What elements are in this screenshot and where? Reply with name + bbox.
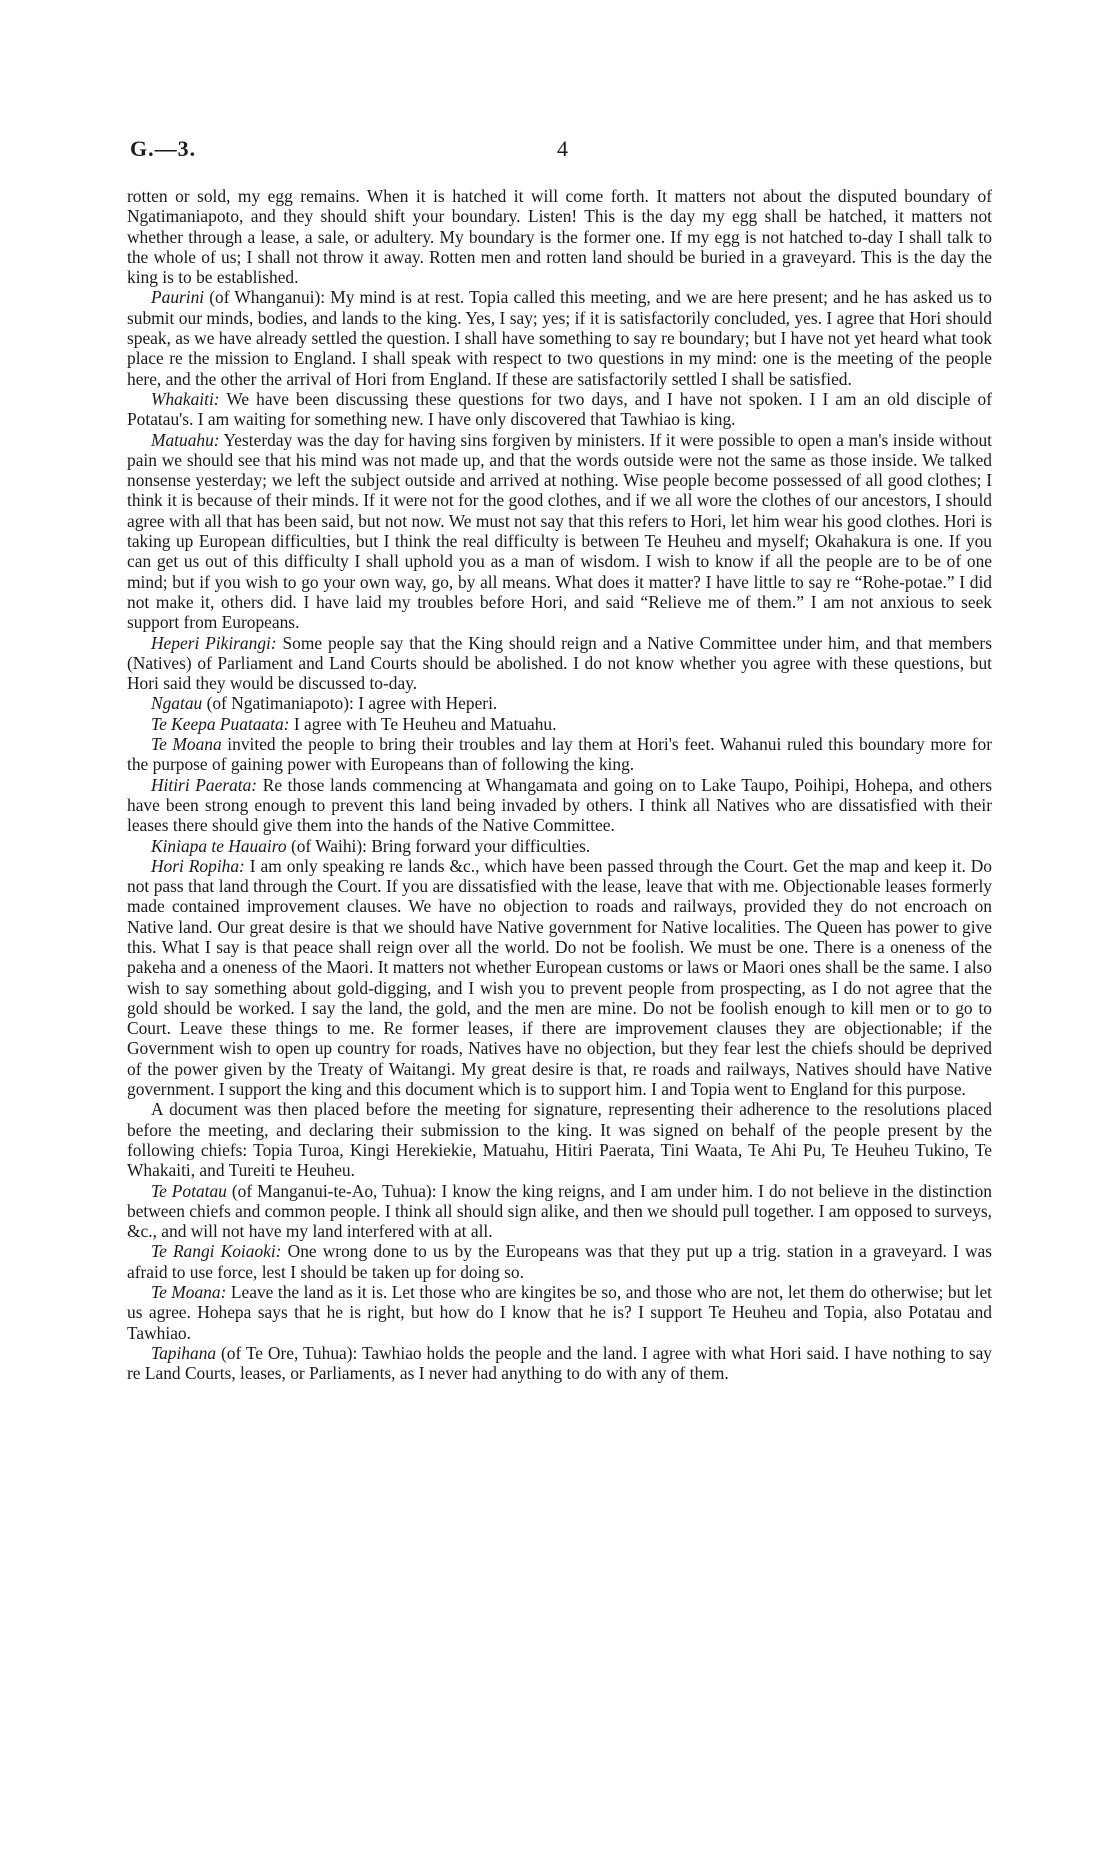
- speaker-name: Te Rangi Koiaoki:: [151, 1241, 282, 1262]
- speaker-name: Te Moana:: [151, 1282, 227, 1303]
- speaker-name: Te Potatau: [151, 1180, 227, 1201]
- paragraph-text: I agree with Te Heuheu and Matuahu.: [289, 713, 557, 734]
- body-text: [127, 186, 992, 1384]
- paragraph-text: Some people say that the King should reign and a Native Committee under him, and that members (Natives) of Parliament and Land Courts should be abolished. I do not know whether you agree with these questions, but Hori said they would be discussed to-day.: [127, 632, 992, 694]
- paragraph-text: One wrong done to us by the Europeans was that they put up a trig. station in a graveyard. I was afraid to use force, lest I should be taken up for doing so.: [127, 1241, 992, 1282]
- speaker-name: Te Keepa Puataata:: [151, 713, 290, 734]
- page-header: [130, 136, 988, 166]
- paragraph: [127, 836, 992, 856]
- paragraph-text: (of Manganui-te-Ao, Tuhua): I know the king reigns, and I am under him. I do not believe in the distinction between chiefs and common people. I think all should sign alike, and then we should pull together. I am opposed to surveys, &c., and will not have my land interfered with at all.: [127, 1180, 993, 1242]
- speaker-name: Matuahu:: [151, 429, 220, 450]
- paragraph: [127, 1181, 992, 1242]
- paragraph-text: A document was then placed before the meeting for signature, representing their adherence to the resolutions placed before the meeting, and declaring their submission to the king. It was signed on behalf of the people present by the following chiefs: Topia Turoa, Kingi Herekiekie, Matuahu, Hitiri Paerata, Tini Waata, Te Ahi Pu, Te Heuheu Tukino, Te Whakaiti, and Tureiti te Heuheu.: [127, 1099, 992, 1181]
- paragraph: [127, 1282, 992, 1343]
- paragraph: [127, 287, 992, 388]
- speaker-name: Te Moana: [151, 734, 222, 755]
- paragraph-text: invited the people to bring their troubles and lay them at Hori's feet. Wahanui ruled this boundary more for the purpose of gaining power with Europeans than of following the king.: [127, 734, 992, 775]
- paragraph: [127, 734, 992, 775]
- paragraph: [127, 1099, 992, 1180]
- paragraph: [127, 389, 992, 430]
- paragraph: [127, 186, 992, 287]
- speaker-name: Hori Ropiha:: [151, 855, 245, 876]
- paragraph: [127, 430, 992, 633]
- paragraph: [127, 633, 992, 694]
- speaker-name: Ngatau: [151, 693, 203, 714]
- paragraph-text: Yesterday was the day for having sins forgiven by ministers. If it were possible to open a man's inside without pain we should see that his mind was not made up, and that the words outside were not the same as those inside. We talked nonsense yesterday; we left the subject outside and arrived at nothing. Wise people become possessed of all good clothes; I think it is because of their minds. If it were not for the good clothes, and if we all wore the clothes of our ancestors, I should agree with all that has been said, but not now. We must not say that this refers to Hori, let him wear his good clothes. Hori is taking up European difficulties, but I think the real difficulty is between Te Heuheu and myself; Okahakura is one. If you can get us out of this difficulty I shall uphold you as a man of wisdom. I wish to know if all the people are to be of one mind; but if you wish to go your own way, go, by all means. What does it matter? I have little to say re “Rohe-potae.” I did not make it, others did. I have laid my troubles before Hori, and said “Relieve me of them.” I am not anxious to seek support from Europeans.: [127, 429, 992, 633]
- document-reference: G.—3.: [130, 136, 197, 161]
- paragraph: [127, 693, 992, 713]
- paragraph-text: Re those lands commencing at Whangamata and going on to Lake Taupo, Poihipi, Hohepa, and others have been strong enough to prevent this land being invaded by others. I think all Natives who are dissatisfied with their leases there should give them into the hands of the Native Committee.: [127, 774, 992, 836]
- paragraph-text: We have been discussing these questions for two days, and I have not spoken. I I am an old disciple of Potatau's. I am waiting for something new. I have only discovered that Tawhiao is king.: [127, 388, 992, 430]
- speaker-name: Tapihana: [151, 1342, 217, 1363]
- paragraph: [127, 1343, 992, 1384]
- paragraph-text: (of Whanganui): My mind is at rest. Topia called this meeting, and we are here present; and he has asked us to submit our minds, bodies, and lands to the king. Yes, I say; yes; if it is satisfactorily concluded, yes. I agree that Hori should speak, as we have already settled the question. I shall have something to say re boundary; but I have not yet heard what took place re the mission to England. I shall speak with respect to two questions in my mind: one is the meeting of the people here, and the other the arrival of Hori from England. If these are satisfactorily settled I shall be satisfied.: [127, 287, 992, 389]
- paragraph-text: Leave the land as it is. Let those who are kingites be so, and those who are not, let them do otherwise; but let us agree. Hohepa says that he is right, but how do I know that he is? I support Te Heuheu and Topia, also Potatau and Tawhiao.: [127, 1282, 992, 1343]
- speaker-name: Kiniapa te Hauairo: [151, 835, 287, 856]
- paragraph: [127, 775, 992, 836]
- speaker-name: Hitiri Paerata:: [151, 774, 258, 795]
- paragraph: [127, 714, 992, 734]
- speaker-name: Paurini: [151, 287, 205, 308]
- paragraph-text: rotten or sold, my egg remains. When it is hatched it will come forth. It matters not about the disputed boundary of Ngatimaniapoto, and they should shift your boundary. Listen! This is the day my egg shall be hatched, it matters not whether through a lease, a sale, or adultery. My boundary is the former one. If my egg is not hatched to-day I shall talk to the whole of us; I shall not throw it away. Rotten men and rotten land should be buried in a graveyard. This is the day the king is to be established.: [127, 186, 992, 288]
- paragraph-text: (of Ngatimaniapoto): I agree with Heperi.: [202, 693, 498, 714]
- page-number: 4: [557, 136, 568, 161]
- paragraph-text: (of Te Ore, Tuhua): Tawhiao holds the people and the land. I agree with what Hori said. I have nothing to say re Land Courts, leases, or Parliaments, as I never had anything to do with any of them.: [127, 1342, 992, 1384]
- paragraph-text: (of Waihi): Bring forward your difficulties.: [286, 835, 591, 856]
- paragraph: [127, 856, 992, 1100]
- speaker-name: Whakaiti:: [151, 388, 220, 409]
- paragraph: [127, 1241, 992, 1282]
- paragraph-text: I am only speaking re lands &c., which have been passed through the Court. Get the map and keep it. Do not pass that land through the Court. If you are dissatisfied with the lease, leave that with me. Objectionable leases formerly made contained improvement clauses. We have no objection to roads and railways, provided they do not encroach on Native land. Our great desire is that we should have Native government for Native localities. The Queen has power to give this. What I say is that peace shall reign over all the world. Do not be foolish. We must be one. There is a oneness of the pakeha and a oneness of the Maori. It matters not whether European customs or laws or Maori ones shall be the same. I also wish to say something about gold-digging, and I wish you to prevent people from prospecting, as I do not agree that the gold should be worked. I say the land, the gold, and the men are mine. Do not be foolish enough to kill men or to go to Court. Leave these things to me. Re former leases, if there are improvement clauses they are objectionable; if the Government wish to open up country for roads, Natives have no objection, but they fear lest the chiefs should be deprived of the power given by the Treaty of Waitangi. My great desire is that, re roads and railways, Natives should have Native government. I support the king and this document which is to support him. I and Topia went to England for this purpose.: [127, 855, 993, 1100]
- speaker-name: Heperi Pikirangi:: [151, 632, 277, 653]
